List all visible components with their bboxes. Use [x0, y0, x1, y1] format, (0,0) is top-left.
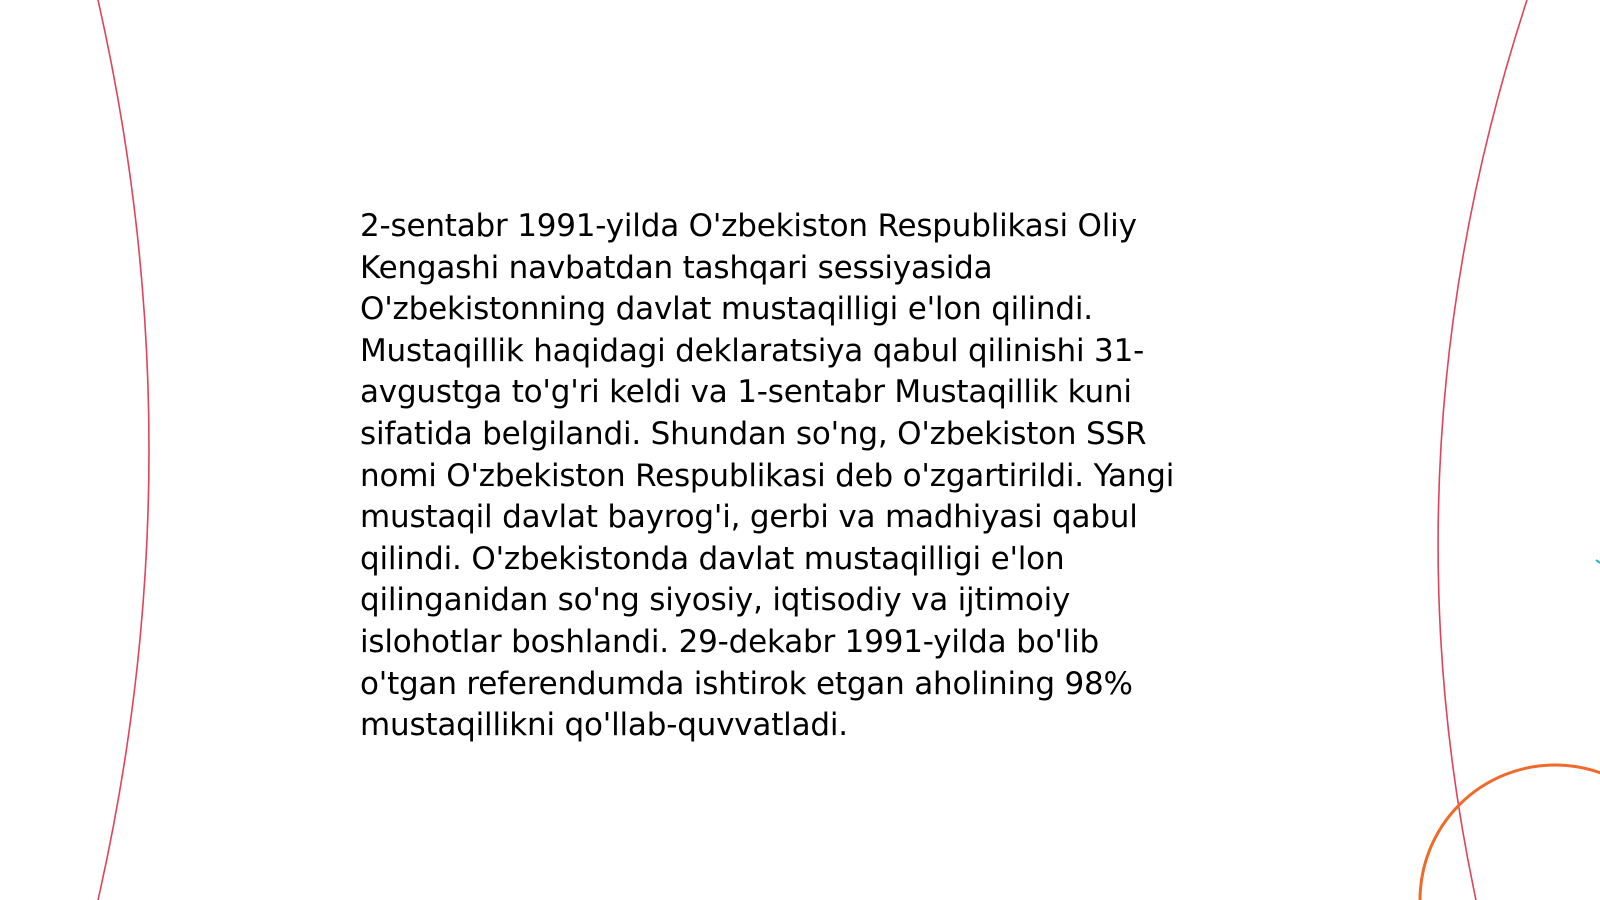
text-line: sifatida belgilandi. Shundan so'ng, O'zbekiston SSR	[360, 415, 1147, 452]
text-line: Kengashi navbatdan tashqari sessiyasida	[360, 249, 993, 286]
accent-tick-mark	[1596, 560, 1600, 563]
corner-circle-outline	[1420, 765, 1600, 900]
text-line: O'zbekistonning davlat mustaqilligi e'lon qilindi.	[360, 291, 1093, 328]
body-paragraph	[360, 206, 1240, 747]
left-arc-line	[98, 0, 149, 900]
text-line: 2-sentabr 1991-yilda O'zbekiston Respublikasi Oliy	[360, 208, 1137, 244]
text-line: o'tgan referendumda ishtirok etgan aholining 98%	[360, 665, 1133, 702]
text-line: qilindi. O'zbekistonda davlat mustaqilligi e'lon	[360, 540, 1065, 577]
text-line: mustaqil davlat bayrog'i, gerbi va madhiyasi qabul	[360, 499, 1138, 536]
text-line: Mustaqillik haqidagi deklaratsiya qabul qilinishi 31-	[360, 332, 1145, 369]
text-line: qilinganidan so'ng siyosiy, iqtisodiy va ijtimoiy	[360, 582, 1071, 619]
text-line: mustaqillikni qo'llab-quvvatladi.	[360, 707, 848, 744]
text-line: islohotlar boshlandi. 29-dekabr 1991-yilda bo'lib	[360, 623, 1099, 660]
text-line: nomi O'zbekiston Respublikasi deb o'zgartirildi. Yangi	[360, 457, 1175, 494]
right-arc-line	[1438, 0, 1527, 900]
text-line: avgustga to'g'ri keldi va 1-sentabr Mustaqillik kuni	[360, 374, 1132, 411]
